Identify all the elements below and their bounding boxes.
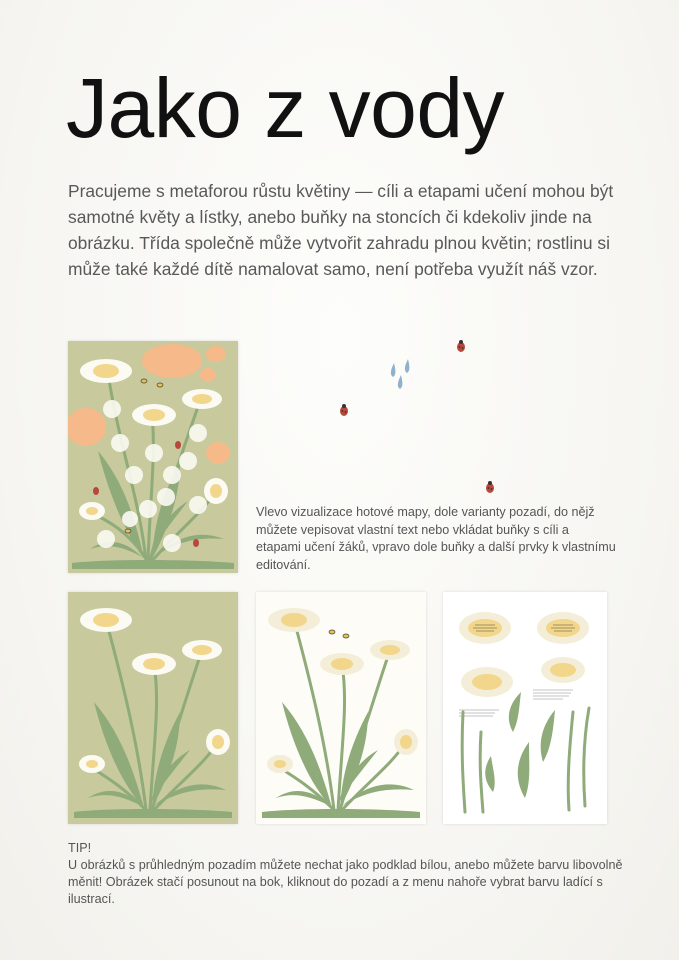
illustration-caption: Vlevo vizualizace hotové mapy, dole varianty pozadí, do nějž můžete vepisovat vlastní text nebo vkládat buňky s cíli a etapami učení žáků, vpravo dole buňky a další prvky k vlastnímu editování.	[256, 505, 616, 572]
tip-text: U obrázků s průhledným pozadím můžete nechat jako podklad bílou, anebo můžete barvu libovolně měnit! Obrázek stačí posunout na bok, kliknout do pozadí a z menu nahoře vybrat barvu ladící s ilustrací.	[68, 858, 623, 906]
decor-water-drops-icon	[386, 355, 416, 397]
tip-box	[68, 840, 628, 908]
page-title: Jako z vody	[66, 61, 505, 155]
editable-elements-image	[443, 592, 607, 824]
intro-paragraph: Pracujeme s metaforou růstu květiny — cíli a etapami učení mohou být samotné květy a lístky, anebo buňky na stoncích či kdekoliv jinde na obrázku. Třída společně může vytvořit zahradu plnou květin; rostlinu si může také každé dítě namalovat samo, není potřeba využít náš vzor.	[68, 181, 614, 279]
tip-heading: TIP!	[68, 841, 92, 855]
ladybug-icon	[339, 403, 349, 415]
ladybug-icon	[485, 480, 495, 492]
complete-map-image	[68, 341, 238, 573]
background-variant-transparent-image	[256, 592, 426, 824]
background-variant-green-image	[68, 592, 238, 824]
ladybug-icon	[456, 339, 466, 351]
